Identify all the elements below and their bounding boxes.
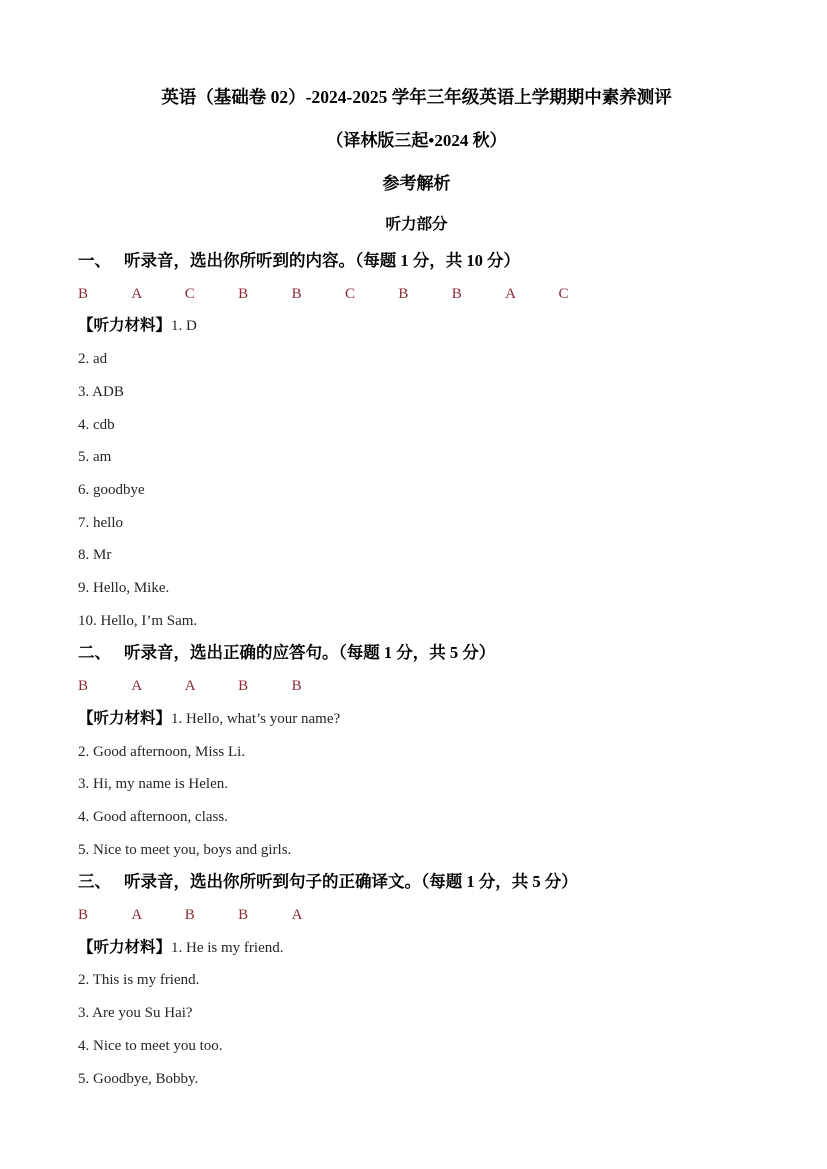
- section-instruction: 听录音，选出你所听到句子的正确译文。（每题 1 分，共 5 分）: [124, 872, 578, 892]
- section-number: 一、: [78, 251, 111, 270]
- material-lines: [78, 736, 755, 867]
- listening-material-line: [78, 310, 755, 343]
- answer-letter: C: [344, 285, 355, 302]
- section-listening-3: [78, 866, 755, 1095]
- answer-letter: B: [291, 678, 302, 695]
- material-label: 【听力材料】: [78, 938, 172, 956]
- section-heading: [78, 866, 755, 899]
- material-line: 2. ad: [78, 351, 108, 368]
- section-listening-2: [78, 637, 755, 866]
- answer-letter: B: [78, 907, 89, 924]
- material-line: 4. Good afternoon, class.: [78, 808, 228, 825]
- material-line: 3. Are you Su Hai?: [78, 1005, 193, 1022]
- listening-material-line: [78, 932, 755, 965]
- section-number: 三、: [78, 872, 111, 892]
- answer-key-row: [78, 670, 755, 703]
- document-title: 英语（基础卷 02）-2024-2025 学年三年级英语上学期期中素养测评: [161, 87, 672, 107]
- section-number: 二、: [78, 643, 111, 663]
- material-line: 7. hello: [78, 514, 123, 531]
- answer-letter: A: [291, 907, 303, 924]
- material-lines: [78, 343, 755, 637]
- material-line: 4. cdb: [78, 416, 115, 433]
- material-line: 9. Hello, Mike.: [78, 580, 170, 597]
- listening-material-line: [78, 703, 755, 736]
- material-label: 【听力材料】: [78, 317, 172, 335]
- answer-letter: B: [451, 285, 462, 302]
- material-lines: [78, 964, 755, 1095]
- material-line: 3. Hi, my name is Helen.: [78, 776, 228, 793]
- answer-key-heading: 参考解析: [382, 174, 451, 193]
- answer-letter: B: [291, 285, 302, 302]
- answer-letter: B: [78, 285, 89, 302]
- section-instruction: 听录音，选出正确的应答句。（每题 1 分，共 5 分）: [124, 643, 496, 663]
- answer-letter: A: [131, 285, 143, 302]
- section-heading: [78, 637, 755, 670]
- material-line: 3. ADB: [78, 383, 124, 400]
- material-line: 5. Goodbye, Bobby.: [78, 1070, 199, 1087]
- document-subtitle: （译林版三起•2024 秋）: [326, 131, 507, 150]
- answer-letter: B: [398, 285, 409, 302]
- material-line: 2. This is my friend.: [78, 972, 200, 989]
- material-line: 10. Hello, I’m Sam.: [78, 612, 198, 629]
- part-heading-listening: 听力部分: [385, 216, 448, 233]
- material-line: 4. Nice to meet you too.: [78, 1037, 223, 1054]
- material-first-item: 1. He is my friend.: [171, 939, 284, 956]
- material-label: 【听力材料】: [78, 709, 172, 727]
- material-line: 5. am: [78, 449, 112, 466]
- section-listening-1: [78, 245, 755, 637]
- material-line: 8. Mr: [78, 547, 112, 564]
- answer-letter: B: [184, 907, 195, 924]
- material-first-item: 1. Hello, what’s your name?: [171, 710, 341, 727]
- section-heading: [78, 245, 755, 278]
- answer-letter: B: [78, 678, 89, 695]
- answer-letter: B: [238, 285, 249, 302]
- answer-letter: C: [184, 285, 195, 302]
- answer-letter: A: [131, 678, 143, 695]
- section-instruction: 听录音，选出你所听到的内容。（每题 1 分，共 10 分）: [124, 251, 520, 270]
- material-first-item: 1. D: [171, 318, 197, 335]
- answer-key-row: [78, 899, 755, 932]
- material-line: 5. Nice to meet you, boys and girls.: [78, 841, 292, 858]
- answer-letter: A: [131, 907, 143, 924]
- answer-letter: B: [238, 907, 249, 924]
- material-line: 6. goodbye: [78, 481, 145, 498]
- material-line: 2. Good afternoon, Miss Li.: [78, 743, 246, 760]
- answer-letter: A: [184, 678, 196, 695]
- answer-letter: C: [558, 285, 569, 302]
- answer-key-row: [78, 278, 755, 311]
- answer-letter: A: [505, 285, 516, 302]
- answer-letter: B: [238, 678, 249, 695]
